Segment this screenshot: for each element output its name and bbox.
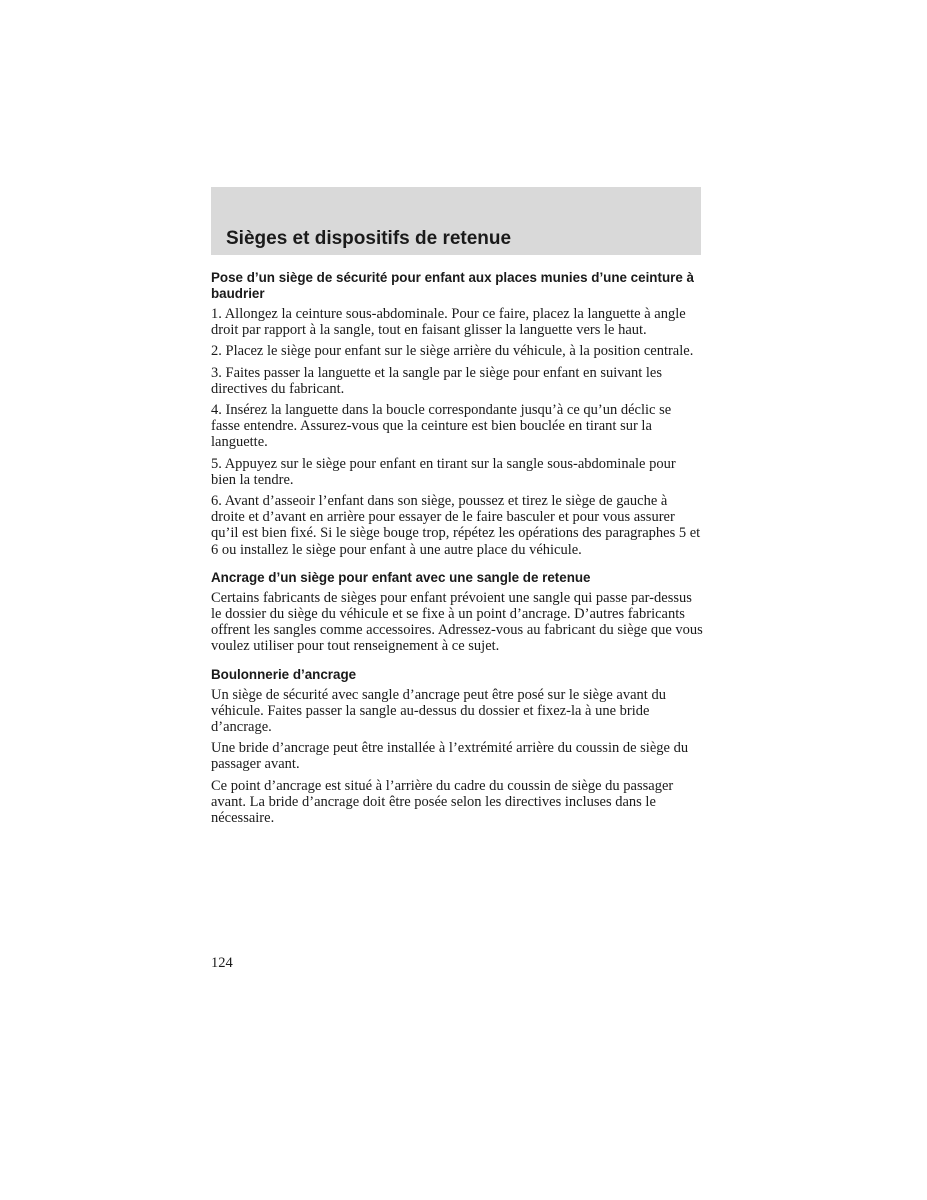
section-heading-tether-install: Pose d’un siège de sécurité pour enfant aux places munies d’une ceinture à baudrier <box>211 270 694 301</box>
body-paragraph: Certains fabricants de sièges pour enfant prévoient une sangle qui passe par-dessus le dossier du siège du véhicule et se fixe à un point d’ancrage. D’autres fabricants offrent les sangles comme accessoires. Adressez-vous au fabricant du siège que vous voulez utiliser pour tout renseignement à ce sujet. <box>211 589 703 655</box>
step-paragraph: 3. Faites passer la languette et la sangle par le siège pour enfant en suivant les directives du fabricant. <box>211 364 662 397</box>
section-heading-tether-strap: Ancrage d’un siège pour enfant avec une sangle de retenue <box>211 569 591 585</box>
step-paragraph: 1. Allongez la ceinture sous-abdominale. Pour ce faire, placez la languette à angle droit par rapport à la sangle, tout en faisant glisser la languette vers le haut. <box>211 306 686 339</box>
step-paragraph: 6. Avant d’asseoir l’enfant dans son siège, poussez et tirez le siège de gauche à droite et d’avant en arrière pour essayer de le faire basculer et pour vous assurer qu’il est bien fixé. Si le siège bouge trop, répétez les opérations des paragraphes 5 et 6 ou installez le siège pour enfant à une autre place du véhicule. <box>211 493 701 558</box>
section-header-band <box>211 187 701 255</box>
page-title: Sièges et dispositifs de retenue <box>226 228 512 249</box>
step-paragraph: 4. Insérez la languette dans la boucle correspondante jusqu’à ce qu’un déclic se fasse entendre. Assurez-vous que la ceinture est bien bouclée en tirant sur la languette. <box>211 402 672 451</box>
body-paragraph: Ce point d’ancrage est situé à l’arrière du cadre du coussin de siège du passager avant. La bride d’ancrage doit être posée selon les directives incluses dans le nécessaire. <box>211 777 674 827</box>
step-paragraph: 5. Appuyez sur le siège pour enfant en tirant sur la sangle sous-abdominale pour bien la tendre. <box>211 455 676 488</box>
body-paragraph: Une bride d’ancrage peut être installée à l’extrémité arrière du coussin de siège du passager avant. <box>211 740 689 773</box>
page-content <box>211 270 703 831</box>
page-number: 124 <box>211 955 233 971</box>
body-paragraph: Un siège de sécurité avec sangle d’ancrage peut être posé sur le siège avant du véhicule. Faites passer la sangle au-dessus du dossier et fixez-la à une bride d’ancrage. <box>211 686 666 736</box>
section-spacer <box>211 660 703 667</box>
section-spacer <box>211 563 703 570</box>
section-heading-anchor-hardware: Boulonnerie d’ancrage <box>211 666 357 682</box>
step-paragraph: 2. Placez le siège pour enfant sur le siège arrière du véhicule, à la position centrale. <box>211 343 694 360</box>
